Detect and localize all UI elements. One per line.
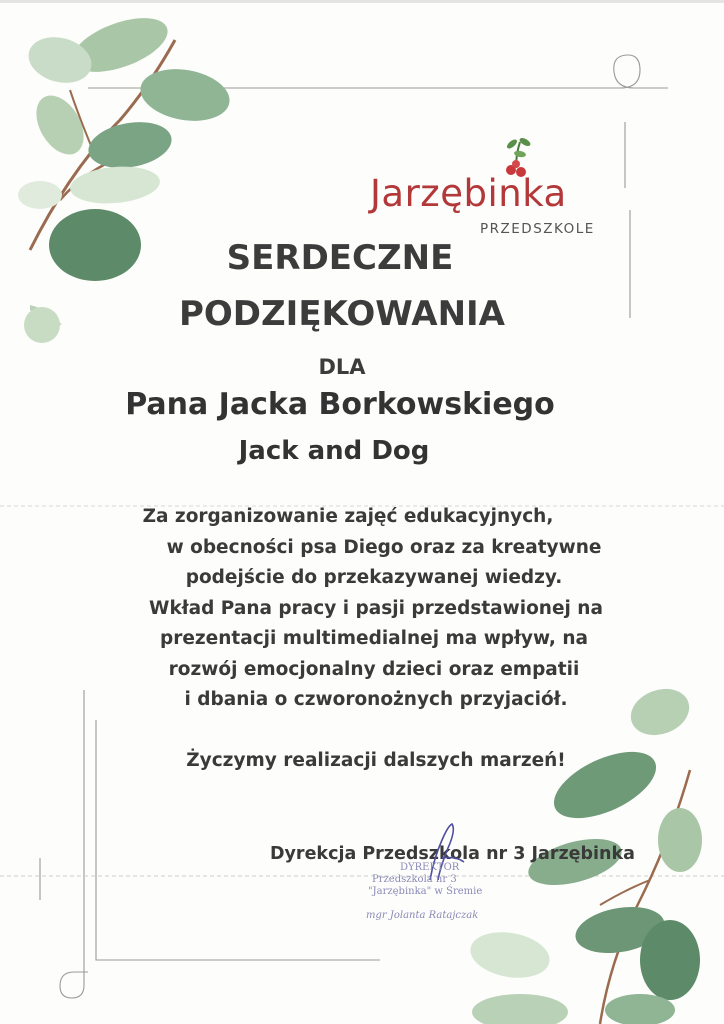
stamp-line-3: "Jarzębinka" w Śremie <box>368 886 483 897</box>
body-line: Wkład Pana pracy i pasji przedstawionej na <box>149 597 603 619</box>
logo-subtitle: PRZEDSZKOLE <box>480 221 595 237</box>
title-line-1: SERDECZNE <box>226 238 454 278</box>
stamp-line-1: DYREKTOR <box>400 862 460 873</box>
stamp-line-4: mgr Jolanta Ratajczak <box>366 910 479 921</box>
director-stamp <box>350 862 510 932</box>
body-text <box>0 502 724 716</box>
wishes-text: Życzymy realizacji dalszych marzeń! <box>186 750 566 771</box>
stamp-line-2: Przedszkola nr 3 <box>372 874 457 885</box>
company-name: Jack and Dog <box>238 436 430 466</box>
body-line: i dbania o czworonożnych przyjaciół. <box>184 689 568 710</box>
body-line: podejście do przekazywanej wiedzy. <box>185 567 563 588</box>
for-label: DLA <box>318 355 366 379</box>
logo-name: Jarzębinka <box>370 172 567 215</box>
body-line: rozwój emocjonalny dzieci oraz empatii <box>168 658 580 680</box>
signature-line: Dyrekcja Przedszkola nr 3 Jarzębinka <box>270 844 635 864</box>
body-line: w obecności psa Diego oraz za kreatywne <box>166 536 602 558</box>
kindergarten-logo <box>368 134 598 244</box>
recipient-name: Pana Jacka Borkowskiego <box>125 387 555 422</box>
body-line: Za zorganizowanie zajęć edukacyjnych, <box>142 506 554 527</box>
title-line-2: PODZIĘKOWANIA <box>178 294 505 334</box>
body-line: prezentacji multimedialnej ma wpływ, na <box>159 628 588 649</box>
